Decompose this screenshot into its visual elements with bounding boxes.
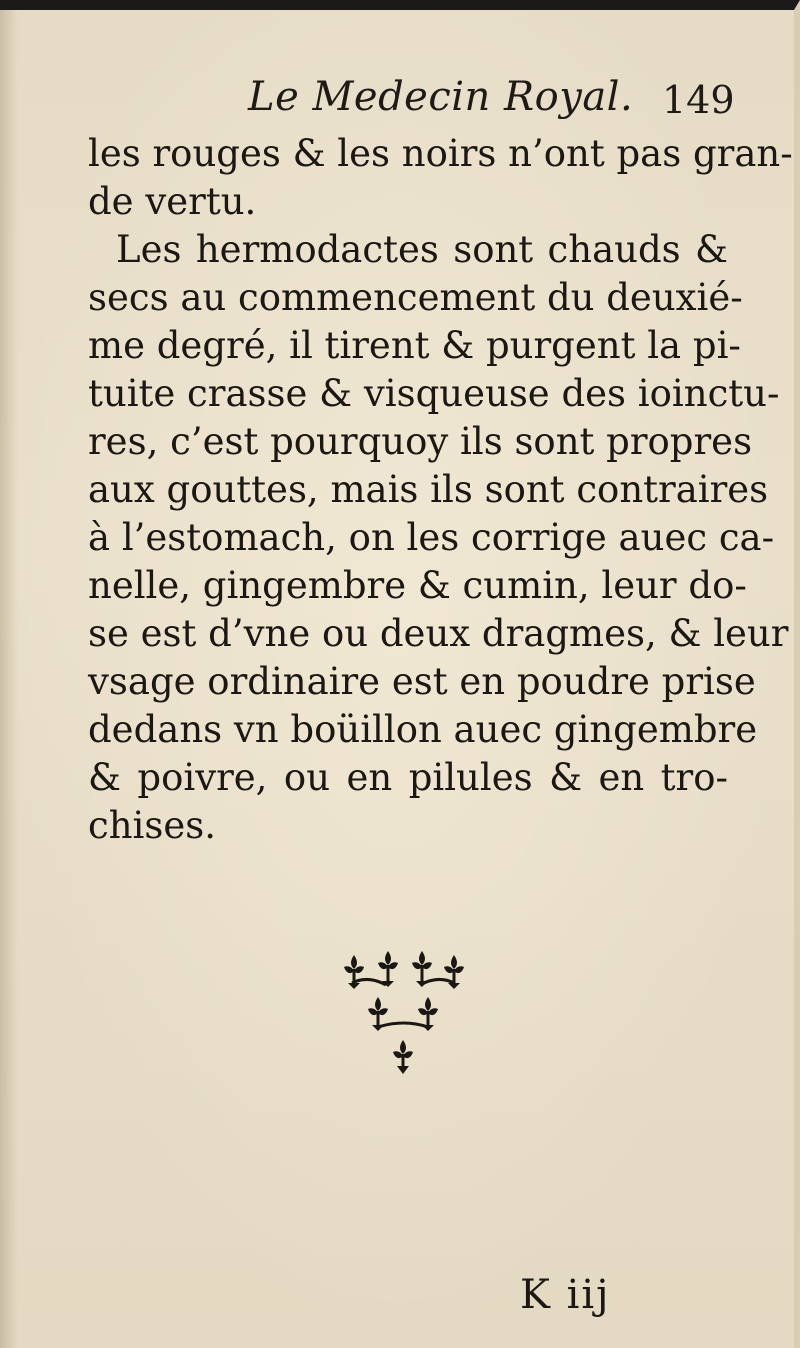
- text-line: se est d’vne ou deux dragmes, & leur: [88, 612, 789, 655]
- page-number: 149: [662, 78, 735, 122]
- text-line: secs au commencement du deuxié-: [88, 276, 743, 319]
- text-line: nelle, gingembre & cumin, leur do-: [88, 564, 747, 607]
- text-line: les rouges & les noirs n’ont pas gran-: [88, 132, 793, 175]
- text-line: aux gouttes, mais ils sont contraires: [88, 468, 769, 511]
- signature-mark: K iij: [520, 1272, 611, 1318]
- text-line: tuite crasse & visqueuse des ioinctu-: [88, 372, 780, 415]
- text-line: dedans vn boüillon auec gingembre: [88, 708, 758, 751]
- gutter-shadow: [0, 10, 18, 1348]
- text-line: & poivre, ou en pilules & en tro-: [88, 756, 728, 799]
- text-line: chises.: [88, 804, 217, 847]
- text-line: de vertu.: [88, 180, 257, 223]
- fleuron-ornament-icon: [330, 945, 480, 1080]
- page-header: [0, 72, 800, 132]
- text-line: res, c’est pourquoy ils sont propres: [88, 420, 753, 463]
- body-text: [88, 130, 793, 850]
- text-line: à l’estomach, on les corrige auec ca-: [88, 516, 775, 559]
- text-line: me degré, il tirent & purgent la pi-: [88, 324, 741, 367]
- running-title: Le Medecin Royal.: [248, 74, 634, 120]
- text-line: vsage ordinaire est en poudre prise: [88, 660, 756, 703]
- text-line: Les hermodactes sont chauds &: [116, 228, 728, 271]
